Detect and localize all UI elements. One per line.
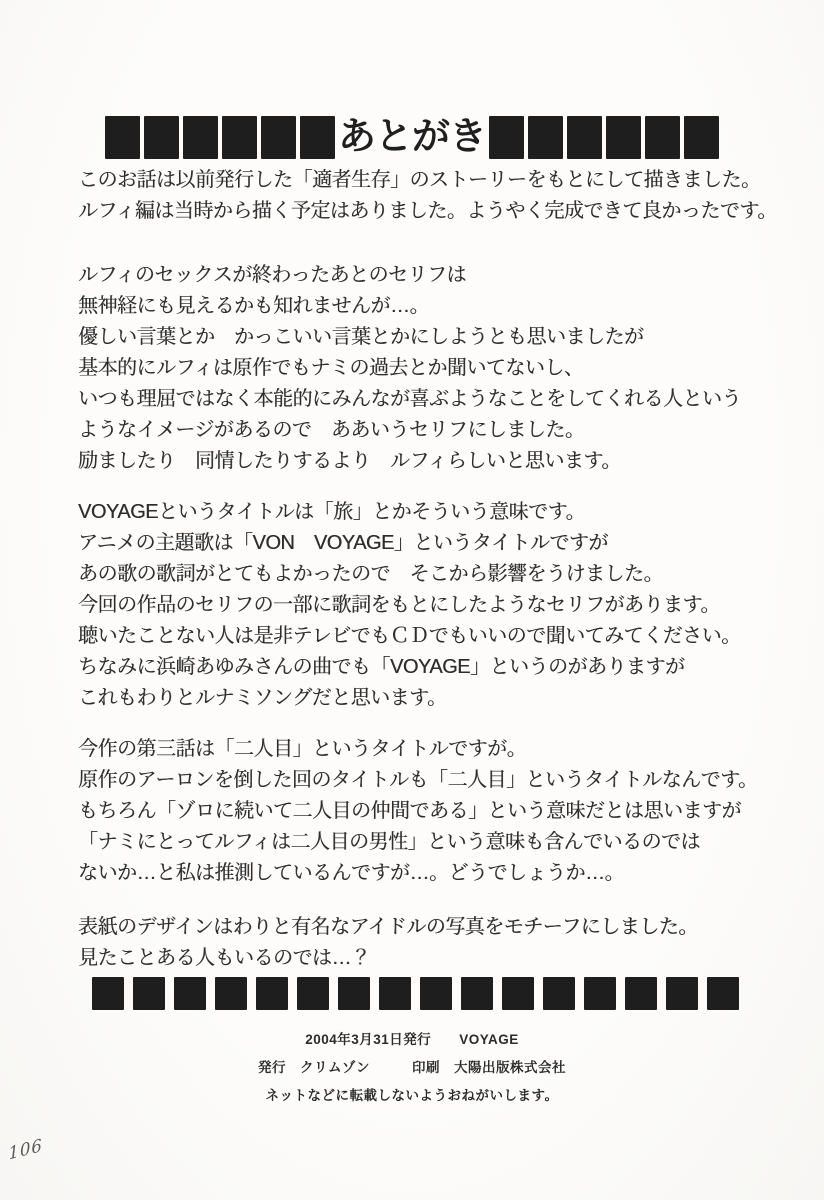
- black-square: [567, 116, 602, 159]
- colophon-publisher-printer: 発行 クリムゾン 印刷 大陽出版株式会社: [258, 1060, 566, 1075]
- title-squares-right: [489, 116, 719, 159]
- black-square: [489, 116, 524, 159]
- paragraph-line: ちなみに浜崎あゆみさんの曲でも「VOYAGE」というのがありますが: [78, 656, 685, 678]
- paragraph-line: 優しい言葉とか かっこいい言葉とかにしようとも思いましたが: [78, 326, 644, 348]
- paragraph-line: 今作の第三話は「二人目」というタイトルですが。: [78, 738, 527, 760]
- colophon-date-and-title: 2004年3月31日発行 VOYAGE: [305, 1032, 519, 1047]
- paragraph-line: 見たことある人もいるのでは…？: [78, 947, 371, 969]
- paragraph-line: ルフィのセックスが終わったあとのセリフは: [78, 264, 466, 286]
- black-square: [92, 977, 124, 1010]
- black-square: [420, 977, 452, 1010]
- black-square: [502, 977, 534, 1010]
- black-square: [707, 977, 739, 1010]
- black-square: [625, 977, 657, 1010]
- divider-squares: [92, 977, 739, 1010]
- black-square: [666, 977, 698, 1010]
- paragraph-line: 原作のアーロンを倒した回のタイトルも「二人目」というタイトルなんです。: [78, 769, 758, 791]
- afterword-title-row: [0, 116, 824, 159]
- black-square: [183, 116, 218, 159]
- black-square: [300, 116, 335, 159]
- title-squares-left: [105, 116, 335, 159]
- paragraph-line: ようなイメージがあるので ああいうセリフにしました。: [78, 419, 585, 441]
- black-square: [684, 116, 719, 159]
- paragraph: [78, 734, 788, 889]
- black-square: [256, 977, 288, 1010]
- paragraph: [78, 165, 788, 227]
- black-square: [528, 116, 563, 159]
- black-square: [338, 977, 370, 1010]
- paragraph: [78, 497, 788, 714]
- paragraph-line: 今回の作品のセリフの一部に歌詞をもとにしたようなセリフがあります。: [78, 594, 720, 616]
- paragraph-line: 表紙のデザインはわりと有名なアイドルの写真をモチーフにしました。: [78, 916, 698, 938]
- black-square: [222, 116, 257, 159]
- paragraph-line: 「ナミにとってルフィは二人目の男性」という意味も含んでいるのでは: [78, 831, 700, 853]
- paragraph-line: もちろん「ゾロに続いて二人目の仲間である」という意味だとは思いますが: [78, 800, 741, 822]
- paragraph-line: 基本的にルフィは原作でもナミの過去とか聞いてないし、: [78, 357, 584, 379]
- paragraph-line: VOYAGEというタイトルは「旅」とかそういう意味です。: [78, 501, 585, 523]
- black-square: [261, 116, 296, 159]
- handwritten-page-number: 106: [7, 1135, 44, 1165]
- paragraph-line: このお話は以前発行した「適者生存」のストーリーをもとにして描きました。: [78, 169, 761, 191]
- paragraph-line: あの歌の歌詞がとてもよかったので そこから影響をうけました。: [78, 563, 663, 585]
- black-square: [215, 977, 247, 1010]
- colophon-no-repost-notice: ネットなどに転載しないようおねがいします。: [265, 1088, 559, 1103]
- paragraph-line: いつも理屈ではなく本能的にみんなが喜ぶようなことをしてくれる人という: [78, 388, 741, 410]
- black-square: [105, 116, 140, 159]
- afterword-body: [78, 165, 788, 974]
- black-square: [461, 977, 493, 1010]
- paragraph: [78, 912, 788, 974]
- black-square: [379, 977, 411, 1010]
- black-square: [645, 116, 680, 159]
- black-square: [606, 116, 641, 159]
- paragraph-line: 無神経にも見えるかも知れませんが…。: [78, 295, 429, 317]
- paragraph-line: これもわりとルナミソングだと思います。: [78, 687, 447, 709]
- page-title: あとがき: [337, 116, 486, 158]
- paragraph-line: ルフィ編は当時から描く予定はありました。ようやく完成できて良かったです。: [78, 200, 777, 222]
- paragraph-line: 励ましたり 同情したりするより ルフィらしいと思います。: [78, 450, 621, 472]
- black-square: [174, 977, 206, 1010]
- black-square: [584, 977, 616, 1010]
- paragraph: [78, 260, 788, 477]
- black-square: [543, 977, 575, 1010]
- black-square: [297, 977, 329, 1010]
- black-square: [133, 977, 165, 1010]
- paragraph-line: ないか…と私は推測しているんですが…。どうでしょうか…。: [78, 862, 624, 884]
- paragraph-line: アニメの主題歌は「VON VOYAGE」というタイトルですが: [78, 532, 608, 554]
- colophon: [0, 1026, 824, 1110]
- paragraph-line: 聴いたことない人は是非テレビでもＣＤでもいいので聞いてみてください。: [78, 625, 741, 647]
- black-square: [144, 116, 179, 159]
